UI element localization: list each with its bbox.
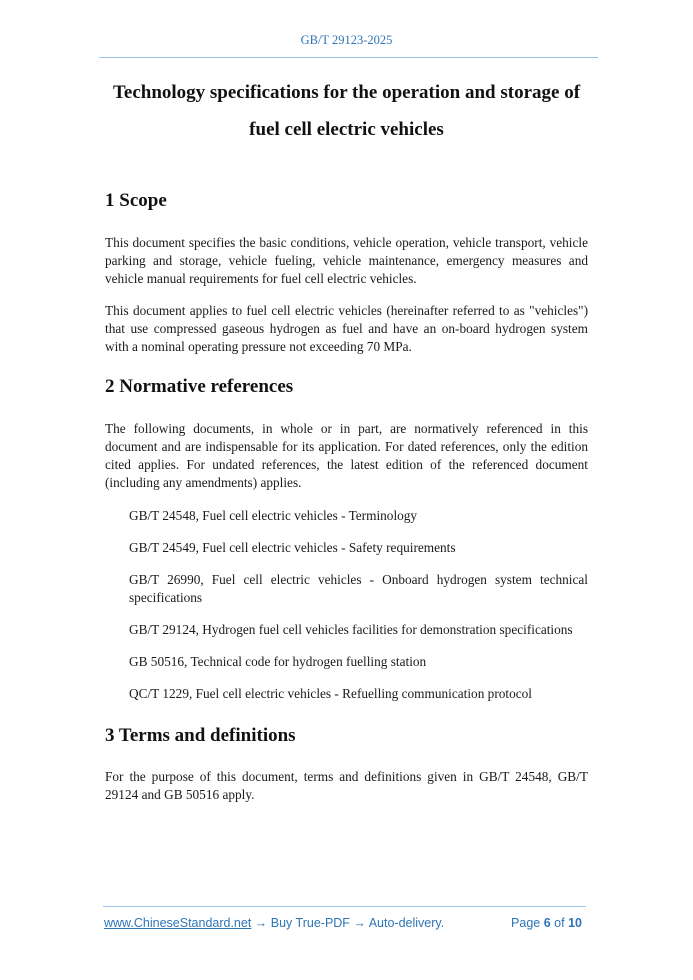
reference-item: GB/T 24548, Fuel cell electric vehicles - Terminology [129, 508, 418, 523]
reference-item: GB/T 29124, Hydrogen fuel cell vehicles facilities for demonstration specifications [129, 622, 573, 637]
footer [104, 916, 586, 930]
reference-item: QC/T 1229, Fuel cell electric vehicles - Refuelling communication protocol [129, 686, 532, 701]
footer-divider [103, 906, 586, 907]
scope-paragraph-2: This document applies to fuel cell electric vehicles (hereinafter referred to as "vehicles") that use compressed gaseous hydrogen as fuel and have an on-board hydrogen system with a nominal operating pressure not exceeding 70 MPa. [105, 303, 588, 354]
section-heading-normative-references: 2 Normative references [105, 376, 294, 397]
document-title-line-1: Technology specifications for the operation and storage of [112, 82, 581, 103]
reference-item: GB/T 24549, Fuel cell electric vehicles - Safety requirements [129, 540, 456, 555]
reference-item: GB/T 26990, Fuel cell electric vehicles - Onboard hydrogen system technical specifications [129, 572, 588, 605]
scope-paragraph-1: This document specifies the basic conditions, vehicle operation, vehicle transport, vehicle parking and storage, vehicle fueling, vehicle maintenance, emergency measures and vehicle manual requirements for fuel cell electric vehicles. [105, 235, 588, 286]
header-divider [99, 57, 598, 58]
footer-website-link[interactable]: www.ChineseStandard.net [104, 916, 252, 930]
page-total: 10 [568, 916, 582, 930]
normative-references-paragraph: The following documents, in whole or in part, are normatively referenced in this document and are indispensable for its application. For dated references, only the edition cited applies. For undated references, the latest edition of the referenced document (including any amendments) applies. [105, 421, 588, 490]
page-current: 6 [543, 916, 551, 930]
reference-item: GB 50516, Technical code for hydrogen fuelling station [129, 654, 427, 669]
header-doc-code: GB/T 29123-2025 [300, 33, 393, 47]
terms-definitions-paragraph: For the purpose of this document, terms and definitions given in GB/T 24548, GB/T 29124 and GB 50516 apply. [105, 769, 588, 802]
document-title-line-2: fuel cell electric vehicles [249, 119, 444, 140]
page-indicator [511, 916, 582, 930]
footer-promo-text: → Buy True-PDF → Auto-delivery. [251, 916, 445, 930]
of-label: of [554, 916, 565, 930]
section-heading-terms-definitions: 3 Terms and definitions [105, 725, 296, 746]
section-heading-scope: 1 Scope [105, 190, 167, 211]
page-label: Page [511, 916, 541, 930]
